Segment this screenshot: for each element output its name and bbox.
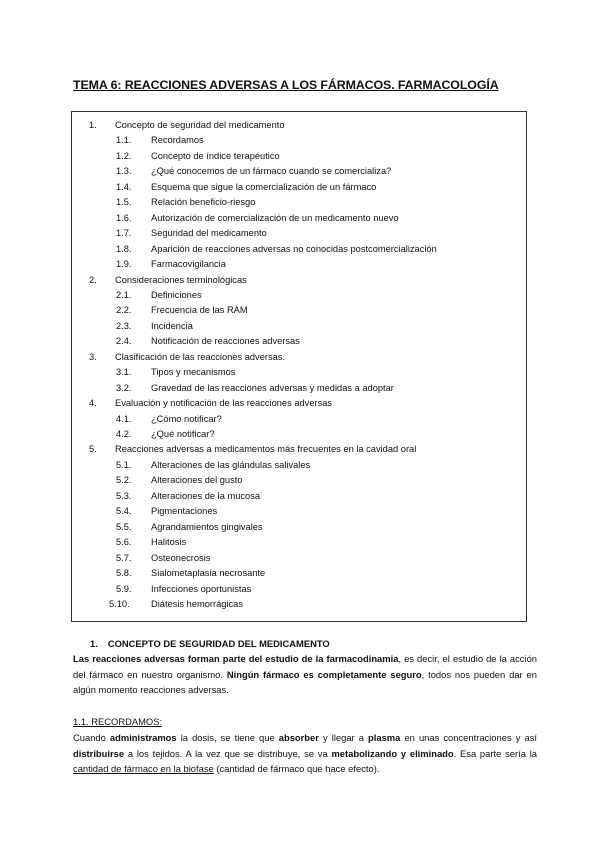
toc-label: Concepto de índice terapéutico	[151, 150, 280, 161]
toc-number: 2.2.	[116, 305, 132, 316]
text-run: en unas concentraciones y así	[400, 732, 537, 743]
text-bold: absorber	[278, 732, 319, 743]
toc-label: Concepto de seguridad del medicamento	[115, 120, 285, 130]
toc-label: Infecciones oportunistas	[151, 583, 252, 594]
toc-label: Alteraciones de la mucosa	[151, 490, 261, 501]
toc-label: Frecuencia de las RAM	[151, 305, 248, 316]
text-run: . Esa parte sería la	[453, 747, 537, 759]
toc-label: Alteraciones del gusto	[151, 475, 243, 486]
toc-number: 1.	[89, 120, 97, 130]
toc-label: Seguridad del medicamento	[151, 228, 267, 239]
toc-number: 3.	[89, 351, 97, 362]
page-title: TEMA 6: REACCIONES ADVERSAS A LOS FÁRMACOS. FARMACOLOGÍA	[73, 78, 499, 92]
text-bold: distribuirse	[73, 747, 125, 759]
toc-number: 1.3.	[116, 166, 132, 177]
toc-number: 1.1.	[116, 135, 132, 146]
section-heading	[90, 638, 330, 649]
toc-number: 1.7.	[116, 228, 132, 239]
text-bold: plasma	[368, 732, 401, 743]
text-run: y llegar a	[318, 732, 369, 743]
recordamos-paragraph	[73, 730, 537, 777]
toc-label: Autorización de comercialización de un medicamento nuevo	[151, 212, 399, 223]
toc-number: 2.1.	[116, 289, 132, 300]
toc-number: 4.2.	[116, 429, 132, 439]
toc-number: 1.2.	[116, 150, 132, 161]
toc-number: 5.3.	[116, 490, 132, 501]
toc-number: 5.9.	[116, 583, 132, 594]
toc-label: Recordamos	[151, 135, 204, 146]
toc-number: 2.4.	[116, 336, 132, 347]
text-run: , todos nos pueden dar en algún momento reacciones adversas.	[73, 668, 537, 696]
text-bold: Ningún fármaco es completamente seguro	[226, 668, 422, 680]
toc-label: Esquema que sigue la comercialización de un fármaco	[151, 181, 377, 192]
toc-number: 4.1.	[116, 413, 132, 424]
toc-number: 5.7.	[116, 552, 132, 563]
toc-number: 5.1.	[116, 459, 132, 470]
toc-number: 1.8.	[116, 243, 132, 254]
text-run: la dosis, se tiene que	[176, 732, 279, 743]
text-run: Cuando	[73, 732, 110, 743]
intro-paragraph	[73, 651, 537, 698]
toc-label: ¿Qué notificar?	[151, 429, 215, 439]
text-run: a los tejidos. A la vez que se distribuye, se va	[124, 747, 332, 759]
toc-number: 1.4.	[116, 181, 132, 192]
toc-number: 5.10.	[109, 598, 130, 609]
text-bold: Las reacciones adversas forman parte del estudio de la farmacodinamia	[73, 653, 399, 664]
toc-label: Clasificación de las reacciones adversas.	[115, 351, 286, 362]
toc-number: 3.2.	[116, 382, 132, 393]
toc-label: Incidencia	[151, 320, 193, 331]
toc-number: 5.4.	[116, 506, 132, 517]
text-run: (cantidad de fármaco que hace efecto).	[213, 763, 380, 775]
toc-label: Agrandamientos gingivales	[151, 521, 263, 532]
text-run: , es decir, el estudio de la acción del fármaco en nuestro organismo.	[73, 653, 538, 680]
toc-label: Tipos y mecanismos	[151, 367, 236, 378]
toc-label: Aparición de reacciones adversas no conocidas postcomercialización	[151, 243, 437, 254]
toc-label: Consideraciones terminológicas	[115, 274, 247, 285]
toc-label: ¿Qué conocemos de un fármaco cuando se comercializa?	[151, 166, 392, 177]
toc-label: Notificación de reacciones adversas	[151, 336, 300, 347]
toc-label: Definiciones	[151, 289, 202, 300]
text-bold: administramos	[109, 732, 177, 743]
toc-label: Sialometaplasia necrosante	[151, 568, 266, 579]
toc-label: Osteonecrosis	[151, 552, 211, 563]
text-underlined: cantidad de fármaco en la biofase	[73, 763, 214, 775]
toc-number: 4.	[89, 398, 97, 409]
toc-label: Evaluación y notificación de las reacciones adversas	[115, 398, 333, 409]
toc-number: 5.6.	[116, 537, 132, 548]
toc-number: 5.	[89, 444, 97, 455]
toc-label: Relación beneficio-riesgo	[151, 197, 256, 208]
toc-label: Alteraciones de las glándulas salivales	[151, 459, 311, 470]
toc-number: 5.2.	[116, 475, 132, 486]
toc-number: 5.8.	[116, 568, 132, 579]
toc-label: Reacciones adversas a medicamentos más frecuentes en la cavidad oral	[115, 444, 417, 455]
toc-label: Pigmentaciones	[151, 506, 218, 517]
toc-label: ¿Cómo notificar?	[151, 413, 222, 424]
toc-number: 1.6.	[116, 212, 132, 223]
subsection-heading: 1.1. RECORDAMOS:	[73, 716, 163, 727]
toc-label: Gravedad de las reacciones adversas y medidas a adoptar	[151, 382, 394, 393]
toc-number: 1.9.	[116, 259, 132, 270]
toc-number: 2.	[89, 274, 97, 285]
section-title: CONCEPTO DE SEGURIDAD DEL MEDICAMENTO	[107, 638, 330, 649]
toc-number: 1.5.	[116, 197, 132, 208]
toc-label: Farmacovigilancia	[151, 259, 226, 270]
toc-number: 5.5.	[116, 521, 132, 532]
toc-number: 3.1.	[116, 367, 132, 378]
table-of-contents	[71, 111, 527, 622]
toc-label: Diátesis hemorrágicas	[151, 598, 243, 609]
text-bold: metabolizando y eliminado	[331, 747, 454, 759]
section-number: 1.	[90, 638, 98, 649]
toc-number: 2.3.	[116, 320, 132, 331]
toc-label: Halitosis	[151, 537, 187, 548]
